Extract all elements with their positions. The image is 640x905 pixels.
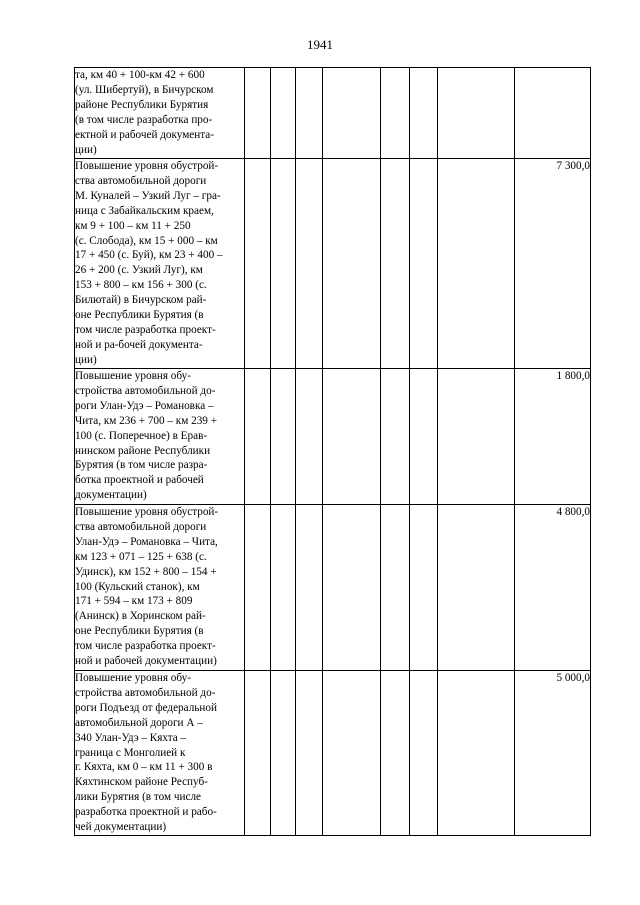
description-line: районе Республики Бурятия — [75, 98, 209, 111]
page-number: 1941 — [307, 37, 333, 52]
description-line: Повышение уровня обустрой- — [75, 160, 219, 172]
row-description — [75, 505, 245, 671]
empty-cell — [245, 671, 271, 836]
description-line: оне Республики Бурятия (в — [75, 625, 204, 638]
description-line: Удинск), км 152 + 800 – 154 + — [75, 565, 217, 578]
row-amount: 7 300,0 — [515, 159, 591, 369]
description-line: та, км 40 + 100-км 42 + 600 — [75, 69, 205, 81]
empty-cell — [381, 369, 410, 505]
empty-cell — [323, 369, 381, 505]
description-line: г. Кяхта, км 0 – км 11 + 300 в — [75, 761, 213, 774]
row-description — [75, 68, 245, 159]
description-line: ектной и рабочей документа- — [75, 128, 214, 141]
table-row — [75, 505, 591, 671]
description-line: лики Бурятия (в том числе — [75, 791, 202, 804]
description-line: 153 + 800 – км 156 + 300 (с. — [75, 279, 207, 292]
empty-cell — [438, 505, 515, 671]
empty-cell — [381, 68, 410, 159]
description-line: том числе разработка проект- — [75, 323, 216, 336]
description-line: М. Куналей – Узкий Луг – гра- — [75, 189, 221, 202]
description-line: Кяхтинском районе Респуб- — [75, 776, 208, 789]
description-line: 171 + 594 – км 173 + 809 — [75, 595, 193, 608]
description-line: ной и рабочей документации) — [75, 655, 217, 668]
empty-cell — [271, 68, 296, 159]
row-description — [75, 671, 245, 836]
empty-cell — [296, 369, 323, 505]
empty-cell — [296, 671, 323, 836]
description-line: (с. Слобода), км 15 + 000 – км — [75, 234, 218, 247]
empty-cell — [271, 671, 296, 836]
description-line: 100 (Кульский станок), км — [75, 580, 200, 593]
empty-cell — [245, 68, 271, 159]
budget-table — [74, 67, 591, 836]
description-line: ница с Забайкальским краем, — [75, 204, 214, 217]
row-description — [75, 369, 245, 505]
empty-cell — [438, 68, 515, 159]
description-line: ства автомобильной дороги — [75, 174, 207, 187]
empty-cell — [438, 671, 515, 836]
empty-cell — [410, 671, 438, 836]
description-line: ботка проектной и рабочей — [75, 474, 204, 487]
description-line: 340 Улан-Удэ – Кяхта – — [75, 731, 187, 744]
description-line: ции) — [75, 353, 97, 366]
description-line: роги Подъезд от федеральной — [75, 701, 217, 714]
table-row — [75, 68, 591, 159]
description-line: 100 (с. Поперечное) в Ерав- — [75, 429, 208, 442]
description-line: ции) — [75, 143, 97, 156]
description-line: Чита, км 236 + 700 – км 239 + — [75, 414, 218, 427]
description-line: роги Улан-Удэ – Романовка – — [75, 399, 214, 412]
description-line: Повышение уровня обустрой- — [75, 506, 219, 518]
empty-cell — [271, 505, 296, 671]
row-amount: 1 800,0 — [515, 369, 591, 505]
description-line: ства автомобильной дороги — [75, 520, 207, 533]
empty-cell — [296, 68, 323, 159]
description-line: ной и ра-бочей документа- — [75, 338, 203, 351]
description-line: автомобильной дороги А – — [75, 716, 203, 729]
description-line: Улан-Удэ – Романовка – Чита, — [75, 535, 218, 548]
empty-cell — [323, 671, 381, 836]
empty-cell — [271, 369, 296, 505]
empty-cell — [245, 159, 271, 369]
empty-cell — [323, 159, 381, 369]
description-line: разработка проектной и рабо- — [75, 806, 217, 819]
description-line: нинском районе Республики — [75, 444, 211, 457]
description-line: (в том числе разработка про- — [75, 113, 213, 126]
description-line: том числе разработка проект- — [75, 640, 216, 653]
description-line: 26 + 200 (с. Узкий Луг), км — [75, 264, 203, 277]
empty-cell — [296, 505, 323, 671]
row-amount: 4 800,0 — [515, 505, 591, 671]
empty-cell — [381, 505, 410, 671]
description-line: стройства автомобильной до- — [75, 384, 216, 397]
empty-cell — [410, 369, 438, 505]
description-line: стройства автомобильной до- — [75, 686, 216, 699]
description-line: (Анинск) в Хоринском рай- — [75, 610, 206, 623]
description-line: 17 + 450 (с. Буй), км 23 + 400 – — [75, 249, 223, 262]
description-line: чей документации) — [75, 821, 167, 834]
description-line: Бурятия (в том числе разра- — [75, 459, 208, 472]
row-description — [75, 159, 245, 369]
empty-cell — [410, 159, 438, 369]
description-line: оне Республики Бурятия (в — [75, 309, 204, 322]
description-line: км 123 + 071 – 125 + 638 (с. — [75, 550, 207, 563]
row-amount — [515, 68, 591, 159]
table-row — [75, 671, 591, 836]
description-line: Билютай) в Бичурском рай- — [75, 294, 207, 307]
empty-cell — [381, 671, 410, 836]
table-row — [75, 159, 591, 369]
description-line: (ул. Шибертуй), в Бичурском — [75, 83, 214, 96]
description-line: Повышение уровня обу- — [75, 370, 191, 382]
empty-cell — [410, 68, 438, 159]
row-amount: 5 000,0 — [515, 671, 591, 836]
empty-cell — [410, 505, 438, 671]
empty-cell — [245, 505, 271, 671]
empty-cell — [438, 159, 515, 369]
empty-cell — [381, 159, 410, 369]
empty-cell — [323, 505, 381, 671]
empty-cell — [296, 159, 323, 369]
description-line: км 9 + 100 – км 11 + 250 — [75, 219, 191, 232]
description-line: документации) — [75, 489, 147, 502]
description-line: граница с Монголией к — [75, 746, 186, 759]
empty-cell — [438, 369, 515, 505]
empty-cell — [271, 159, 296, 369]
description-line: Повышение уровня обу- — [75, 672, 191, 684]
table-row — [75, 369, 591, 505]
empty-cell — [323, 68, 381, 159]
empty-cell — [245, 369, 271, 505]
